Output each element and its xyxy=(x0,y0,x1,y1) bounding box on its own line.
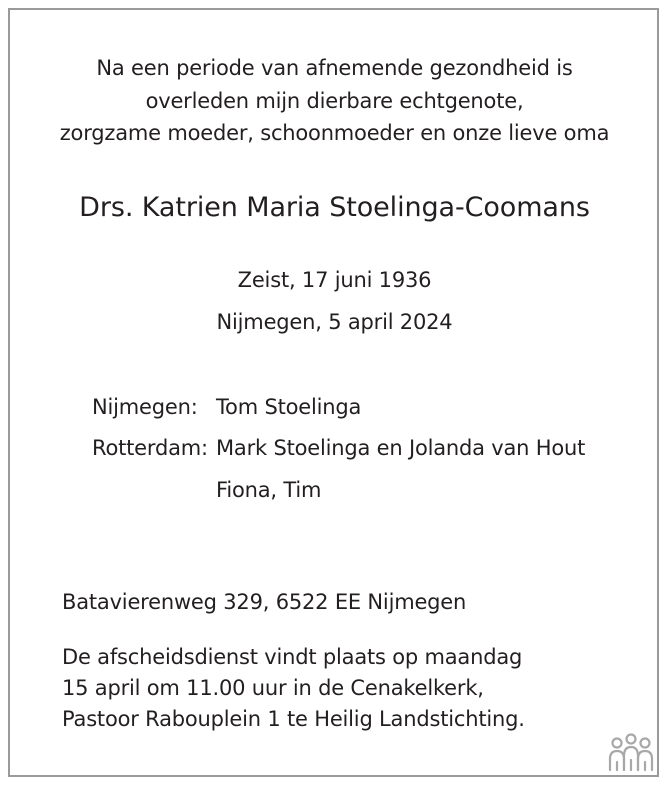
deceased-name: Drs. Katrien Maria Stoelinga-Coomans xyxy=(79,192,590,223)
family-place-nijmegen: Nijmegen: xyxy=(92,395,198,419)
family-names-grandchildren: Fiona, Tim xyxy=(216,478,322,502)
family-figures-icon xyxy=(607,732,657,774)
death-date-place: Nijmegen, 5 april 2024 xyxy=(216,310,453,334)
address: Batavierenweg 329, 6522 EE Nijmegen xyxy=(62,590,467,614)
family-place-rotterdam: Rotterdam: xyxy=(92,436,208,460)
service-line-3: Pastoor Rabouplein 1 te Heilig Landstichting. xyxy=(62,707,525,731)
service-line-1: De afscheidsdienst vindt plaats op maandag xyxy=(62,645,523,669)
intro-line-3: zorgzame moeder, schoonmoeder en onze lieve oma xyxy=(59,121,610,145)
intro-line-1: Na een periode van afnemende gezondheid is xyxy=(96,56,573,80)
intro-line-2: overleden mijn dierbare echtgenote, xyxy=(145,89,524,113)
service-line-2: 15 april om 11.00 uur in de Cenakelkerk, xyxy=(62,676,484,700)
family-names-rotterdam: Mark Stoelinga en Jolanda van Hout xyxy=(216,436,586,460)
birth-date-place: Zeist, 17 juni 1936 xyxy=(237,268,432,292)
family-names-nijmegen: Tom Stoelinga xyxy=(216,395,362,419)
